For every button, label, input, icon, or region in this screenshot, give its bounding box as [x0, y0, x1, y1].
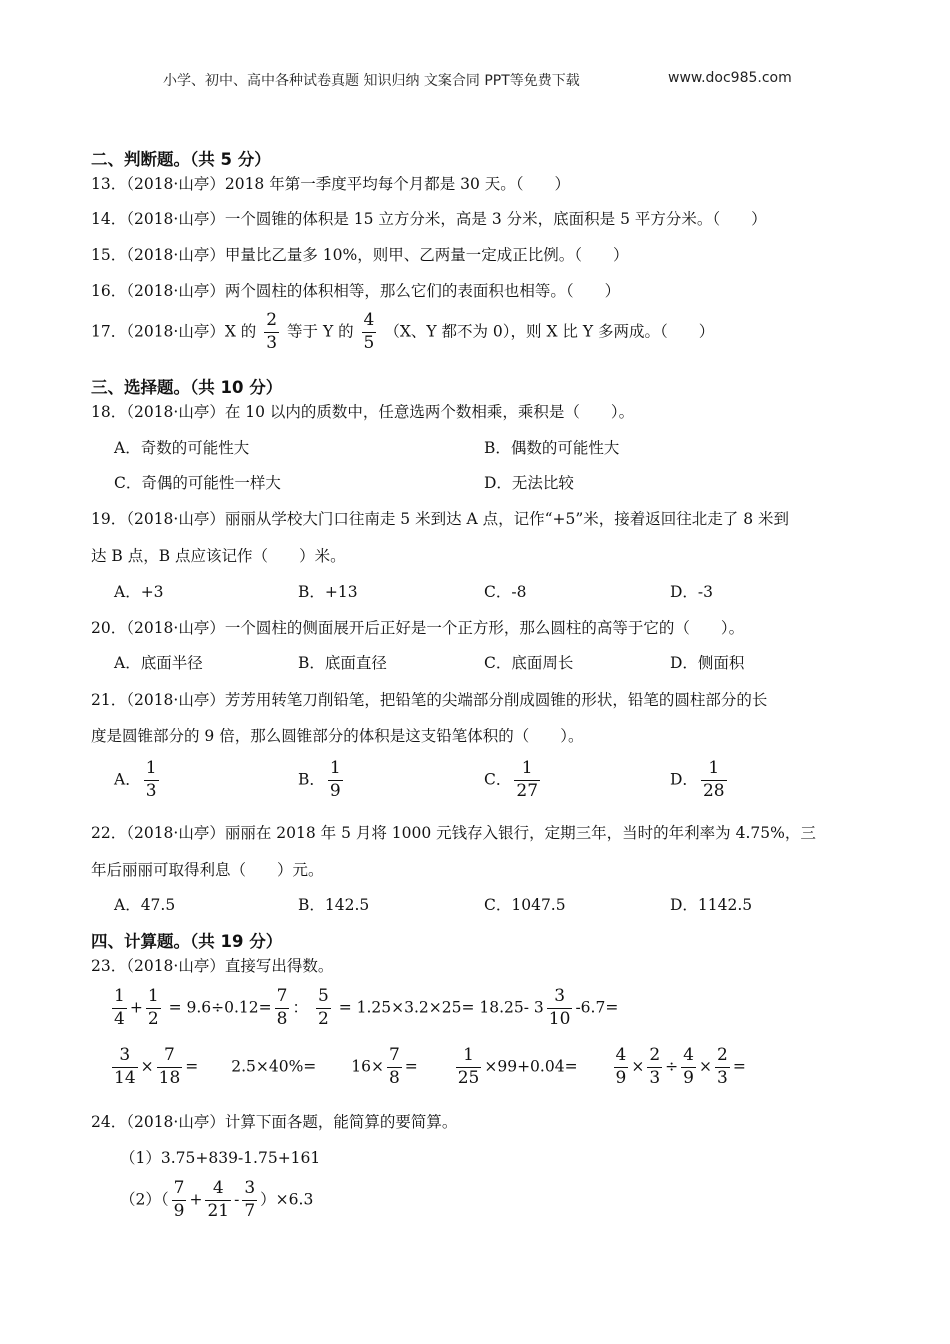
question-22-line2: 年后丽丽可取得利息（ ）元。 — [91, 861, 324, 879]
header-site-text: 小学、初中、高中各种试卷真题 知识归纳 文案合同 PPT等免费下载 — [163, 73, 580, 89]
q20-option-c: C．底面周长 — [484, 654, 574, 672]
q24-part-2: （2）（ $\frac{7}{9}$ + $\frac{4}{21}$ - $\frac{3}{7}$ ）×6.3 — [120, 1178, 314, 1221]
q18-option-d: D．无法比较 — [484, 474, 574, 492]
q19-option-c: C．-8 — [484, 583, 527, 601]
section-title-calculation: 四、计算题。（共 19 分） — [91, 932, 283, 951]
q23-row-1: $\frac{1}{4}$ + $\frac{1}{2}$ = 9.6÷0.12= $\frac{7}{8}$ ： $\frac{5}{2}$ = 1.25×3.2×25= 18.25- 3 $\frac{3}{10}$ -6.7= — [114, 986, 619, 1029]
q21-option-a: A． $\frac{1}{3}$ — [114, 758, 157, 801]
q23-row-2: $\frac{3}{14}$ × $\frac{7}{18}$ = 2.5×40%= 16× $\frac{7}{8}$ = $\frac{1}{25}$ ×99+0.04= $\frac{4}{9}$ × $\frac{2}{3}$ ÷ $\frac{4}{9}$ × $\frac{2}{3}$ = — [114, 1045, 746, 1088]
section-title-judgment: 二、判断题。（共 5 分） — [91, 150, 271, 169]
q19-option-b: B．+13 — [298, 583, 358, 601]
q24-part-1: （1）3.75+839-1.75+161 — [120, 1149, 321, 1167]
q17-fraction-1: $\frac{2}{3}$ — [266, 310, 278, 353]
question-23-stem: 23．（2018·山亭）直接写出得数。 — [91, 957, 334, 975]
question-18-stem: 18．（2018·山亭）在 10 以内的质数中，任意选两个数相乘，乘积是（ ）。 — [91, 403, 635, 421]
q17-text-c: （X、Y 都不为 0），则 X 比 Y 多两成。（ ） — [384, 322, 715, 341]
header-url[interactable]: www.doc985.com — [668, 70, 792, 86]
question-24-stem: 24．（2018·山亭）计算下面各题，能简算的要简算。 — [91, 1113, 458, 1131]
q19-option-a: A．+3 — [114, 583, 164, 601]
q22-option-a: A．47.5 — [114, 896, 176, 914]
question-16: 16．（2018·山亭）两个圆柱的体积相等，那么它们的表面积也相等。（ ） — [91, 282, 621, 300]
question-21-line1: 21．（2018·山亭）芳芳用转笔刀削铅笔，把铅笔的尖端部分削成圆锥的形状，铅笔的圆柱部分的长 — [91, 691, 768, 709]
question-17 — [91, 312, 714, 353]
q17-text-a: 17．（2018·山亭）X 的 — [91, 322, 257, 341]
question-14: 14．（2018·山亭）一个圆锥的体积是 15 立方分米，高是 3 分米，底面积是 5 平方分米。（ ） — [91, 210, 767, 228]
question-20-stem: 20．（2018·山亭）一个圆柱的侧面展开后正好是一个正方形，那么圆柱的高等于它的（ ）。 — [91, 619, 745, 637]
q18-option-c: C．奇偶的可能性一样大 — [114, 474, 281, 492]
q22-option-c: C．1047.5 — [484, 896, 566, 914]
q17-fraction-2: $\frac{4}{5}$ — [363, 310, 375, 353]
question-15: 15．（2018·山亭）甲量比乙量多 10%，则甲、乙两量一定成正比例。（ ） — [91, 246, 629, 264]
question-22-line1: 22．（2018·山亭）丽丽在 2018 年 5 月将 1000 元钱存入银行，定期三年，当时的年利率为 4.75%，三 — [91, 824, 816, 842]
q21-option-d: D． $\frac{1}{28}$ — [670, 758, 725, 801]
q18-option-a: A．奇数的可能性大 — [114, 439, 250, 457]
question-21-line2: 度是圆锥部分的 9 倍，那么圆锥部分的体积是这支铅笔体积的（ ）。 — [91, 727, 584, 745]
q18-option-b: B．偶数的可能性大 — [484, 439, 620, 457]
question-19-line2: 达 B 点，B 点应该记作（ ）米。 — [91, 547, 346, 565]
q19-option-d: D．-3 — [670, 583, 714, 601]
q21-option-b: B． $\frac{1}{9}$ — [298, 758, 341, 801]
q17-text-b: 等于 Y 的 — [287, 322, 354, 341]
q20-option-a: A．底面半径 — [114, 654, 203, 672]
q20-option-d: D．侧面积 — [670, 654, 745, 672]
q20-option-b: B．底面直径 — [298, 654, 387, 672]
section-title-choice: 三、选择题。（共 10 分） — [91, 378, 283, 397]
question-19-line1: 19．（2018·山亭）丽丽从学校大门口往南走 5 米到达 A 点，记作“+5”米，接着返回往北走了 8 米到 — [91, 510, 790, 528]
q22-option-b: B．142.5 — [298, 896, 370, 914]
q21-option-c: C． $\frac{1}{27}$ — [484, 758, 539, 801]
q22-option-d: D．1142.5 — [670, 896, 753, 914]
question-13: 13．（2018·山亭）2018 年第一季度平均每个月都是 30 天。（ ） — [91, 175, 571, 193]
